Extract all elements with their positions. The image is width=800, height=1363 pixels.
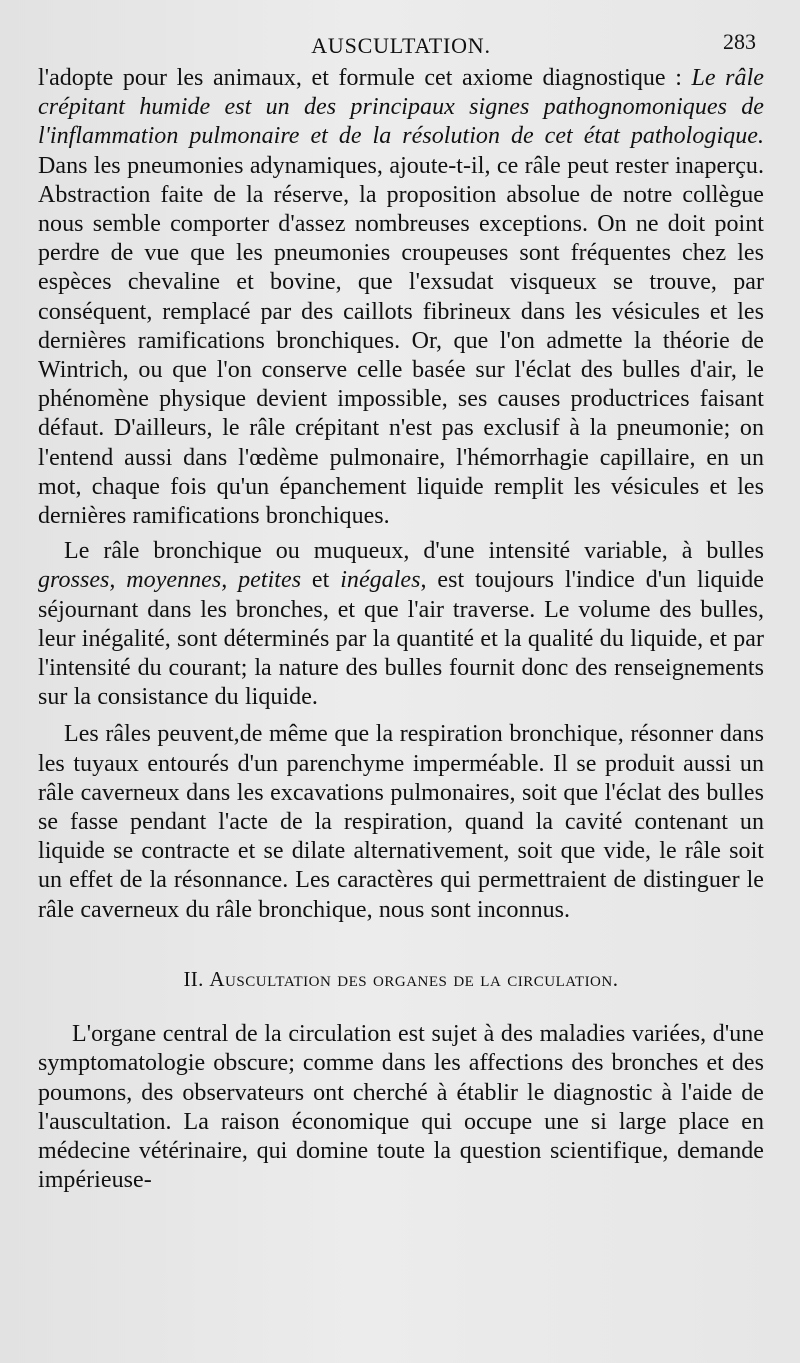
- section-title: Auscultation des organes de la circulation.: [209, 966, 619, 991]
- paragraph-1: [38, 64, 764, 531]
- paragraph-1-text-end: Dans les pneumonies adynamiques, ajoute-t-il, ce râle peut rester inaperçu. Abstraction faite de la réserve, la proposition absolue de notre collègue nous semble comporter d'assez nombreuses exceptions. On ne doit point perdre de vue que les pneumonies croupeuses sont fréquentes chez les espèces chevaline et bovine, que l'exsudat visqueux se trouve, par conséquent, remplacé par des caillots fibrineux dans les vésicules et les dernières ramifications bronchiques. Or, que l'on admette la théorie de Wintrich, ou que l'on conserve celle basée sur l'éclat des bulles d'air, le phénomène physique devient impossible, ses causes productrices faisant défaut. D'ailleurs, le râle crépitant n'est pas exclusif à la pneumonie; on l'entend aussi dans l'œdème pulmonaire, l'hémorrhagie capillaire, en un mot, chaque fois qu'un épanchement liquide remplit les vésicules et les dernières ramifications bronchiques.: [38, 152, 764, 530]
- running-title: AUSCULTATION.: [311, 33, 491, 58]
- paragraph-2-text-end: , est toujours l'indice d'un liquide séjournant dans les bronches, et que l'air traverse. Le volume des bulles, leur inégalité, sont déterminés par la quantité et la qualité du liquide, et par l'intensité du courant; la nature des bulles fournit donc des renseignements sur la consistance du liquide.: [38, 567, 764, 711]
- paragraph-2-italic-sizes: grosses, moyennes, petites: [38, 567, 302, 594]
- section-number: II.: [183, 966, 204, 991]
- section-heading: [38, 965, 764, 994]
- paragraph-1-text-start: l'adopte pour les animaux, et formule cet axiome diagnostique :: [38, 65, 692, 91]
- section-paragraph-text: L'organe central de la circulation est sujet à des maladies variées, d'une symptomatologie obscure; comme dans les affections des bronches et des poumons, des observateurs ont cherché à établir le diagnostic à l'aide de l'auscultation. La raison économique qui occupe une si large place en médecine vétérinaire, qui domine toute la question scientifique, demande impérieuse-: [38, 1021, 764, 1194]
- paragraph-2-text-middle: et: [301, 567, 341, 594]
- page-number: 283: [723, 29, 756, 54]
- page-header: [38, 28, 764, 64]
- paragraph-3-text: Les râles peuvent,de même que la respiration bronchique, résonner dans les tuyaux entourés d'un parenchyme imperméable. Il se produit aussi un râle caverneux dans les excavations pulmonaires, soit que l'éclat des bulles se fasse pendant l'acte de la respiration, quand la cavité contenant un liquide se contracte et se dilate alternativement, soit que vide, le râle soit un effet de la résonnance. Les caractères qui permettraient de distinguer le râle caverneux du râle bronchique, nous sont inconnus.: [38, 721, 764, 923]
- paragraph-1-italic-axiom: Le râle crépitant humide est un des principaux signes pathognomoniques de l'inflammation pulmonaire et de la résolution de cet état pathologique.: [38, 65, 765, 150]
- paragraph-2-italic-unequal: inégales: [340, 567, 421, 594]
- main-text: [38, 64, 764, 1195]
- section-paragraph: [38, 1020, 764, 1195]
- paragraph-3: [38, 720, 764, 924]
- paragraph-2: [38, 537, 764, 712]
- paragraph-2-text-start: Le râle bronchique ou muqueux, d'une intensité variable, à bulles: [64, 538, 764, 565]
